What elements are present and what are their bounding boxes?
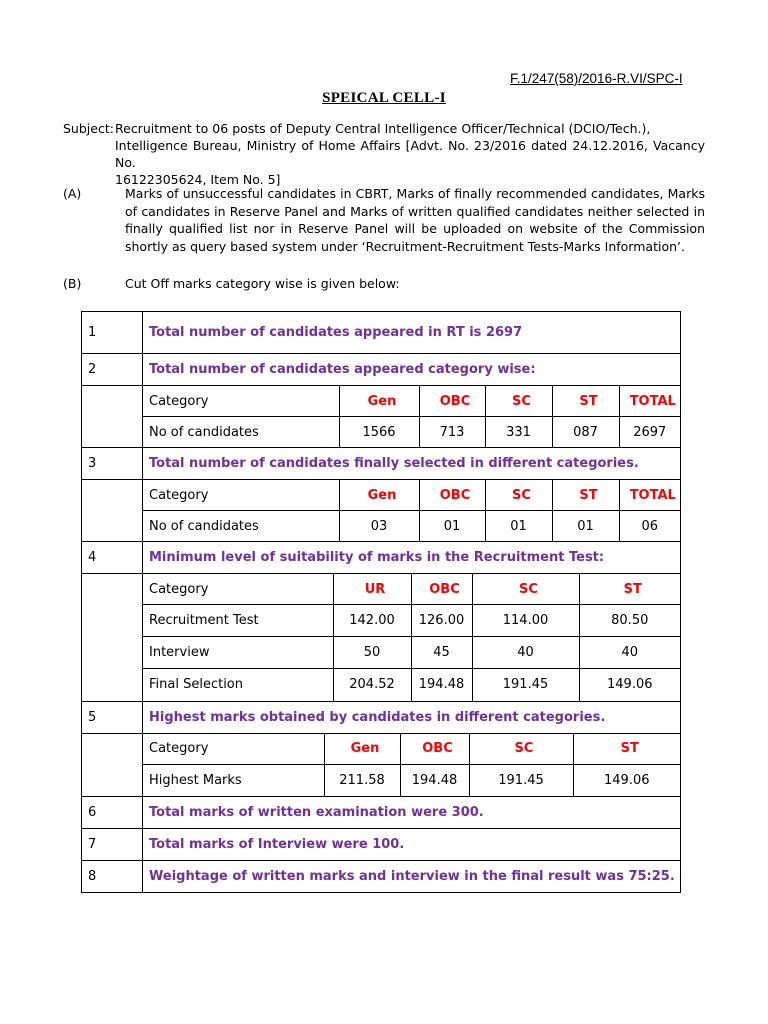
suitability-marks-table xyxy=(143,574,680,701)
table-row xyxy=(82,861,681,893)
para-a-label: (A) xyxy=(63,186,82,201)
table-row xyxy=(82,797,681,829)
table-cell: 087 xyxy=(552,417,619,448)
candidates-selected-table xyxy=(143,480,680,541)
table-cell: 211.58 xyxy=(324,764,400,796)
table-row xyxy=(82,701,681,733)
table-row xyxy=(82,829,681,861)
table-cell: 01 xyxy=(485,511,552,542)
table-cell: 01 xyxy=(419,511,485,542)
table-cell: 01 xyxy=(552,511,619,542)
table-cell: 03 xyxy=(339,511,419,542)
table-cell: 191.45 xyxy=(469,764,573,796)
row-label: No of candidates xyxy=(143,417,339,448)
category-header: TOTAL xyxy=(619,386,680,417)
category-header: OBC xyxy=(419,480,485,511)
table-cell: 1566 xyxy=(339,417,419,448)
category-header: SC xyxy=(485,386,552,417)
table-cell: 126.00 xyxy=(411,605,472,637)
category-header: SC xyxy=(469,734,573,765)
table-cell: 2697 xyxy=(619,417,680,448)
table-cell: 204.52 xyxy=(333,669,411,701)
row-number: 7 xyxy=(82,829,143,861)
row-number: 5 xyxy=(82,701,143,733)
category-label: Category xyxy=(143,386,339,417)
row-label: Interview xyxy=(143,637,333,669)
category-header: Gen xyxy=(339,386,419,417)
category-label: Category xyxy=(143,574,333,605)
category-header: ST xyxy=(552,386,619,417)
category-header: SC xyxy=(485,480,552,511)
highest-marks-table xyxy=(143,734,680,797)
para-b-text: Cut Off marks category wise is given below: xyxy=(125,276,400,291)
table-cell: 142.00 xyxy=(333,605,411,637)
subject-block xyxy=(63,120,705,188)
category-header: ST xyxy=(552,480,619,511)
table-row xyxy=(82,480,681,542)
row-label: Final Selection xyxy=(143,669,333,701)
table-row xyxy=(82,312,681,354)
file-reference-number: F.1/247(58)/2016-R.VI/SPC-I xyxy=(510,71,683,86)
row-heading: Highest marks obtained by candidates in different categories. xyxy=(143,701,681,733)
table-cell: 191.45 xyxy=(472,669,579,701)
table-cell: 331 xyxy=(485,417,552,448)
row-heading: Total marks of Interview were 100. xyxy=(143,829,681,861)
subject-label: Subject: xyxy=(63,121,114,136)
table-row xyxy=(82,574,681,702)
table-cell: 713 xyxy=(419,417,485,448)
row-heading: Minimum level of suitability of marks in the Recruitment Test: xyxy=(143,542,681,574)
table-row xyxy=(82,386,681,448)
category-header: ST xyxy=(579,574,680,605)
row-label: Recruitment Test xyxy=(143,605,333,637)
table-cell: 40 xyxy=(472,637,579,669)
row-number: 1 xyxy=(82,312,143,354)
row-heading: Total number of candidates appeared in RT is 2697 xyxy=(143,312,681,354)
table-cell: 80.50 xyxy=(579,605,680,637)
category-header: Gen xyxy=(339,480,419,511)
category-header: Gen xyxy=(324,734,400,765)
row-label: Highest Marks xyxy=(143,764,324,796)
row-heading: Total number of candidates finally selected in different categories. xyxy=(143,448,681,480)
table-cell: 149.06 xyxy=(573,764,680,796)
category-header: OBC xyxy=(411,574,472,605)
category-header: OBC xyxy=(419,386,485,417)
table-cell: 40 xyxy=(579,637,680,669)
row-heading: Total marks of written examination were 300. xyxy=(143,797,681,829)
table-cell: 149.06 xyxy=(579,669,680,701)
row-number: 3 xyxy=(82,448,143,480)
table-row xyxy=(82,354,681,386)
row-number: 8 xyxy=(82,861,143,893)
cutoff-marks-table xyxy=(81,311,681,893)
subject-line-2: Intelligence Bureau, Ministry of Home Affairs [Advt. No. 23/2016 dated 24.12.2016, Vacancy No. xyxy=(115,138,705,170)
category-header: SC xyxy=(472,574,579,605)
category-label: Category xyxy=(143,480,339,511)
category-header: UR xyxy=(333,574,411,605)
subject-line-1: Recruitment to 06 posts of Deputy Central Intelligence Officer/Technical (DCIO/Tech.), xyxy=(115,121,651,136)
table-row xyxy=(82,733,681,797)
row-number: 4 xyxy=(82,542,143,574)
row-number: 2 xyxy=(82,354,143,386)
category-header: ST xyxy=(573,734,680,765)
table-cell: 194.48 xyxy=(411,669,472,701)
row-heading: Total number of candidates appeared category wise: xyxy=(143,354,681,386)
para-b-label: (B) xyxy=(63,276,82,291)
table-cell: 45 xyxy=(411,637,472,669)
para-a-text: Marks of unsuccessful candidates in CBRT, Marks of finally recommended candidates, Marks of candidates in Reserve Panel and Marks of written qualified candidates neither selected in finally qualified list nor in Reserve Panel will be uploaded on website of the Commission shortly as query based system under ‘Recruitment-Recruitment Tests-Marks Information’. xyxy=(125,186,705,254)
table-cell: 114.00 xyxy=(472,605,579,637)
table-row xyxy=(82,448,681,480)
row-number: 6 xyxy=(82,797,143,829)
category-header: OBC xyxy=(400,734,469,765)
table-cell: 194.48 xyxy=(400,764,469,796)
row-label: No of candidates xyxy=(143,511,339,542)
table-row xyxy=(82,542,681,574)
table-cell: 50 xyxy=(333,637,411,669)
table-cell: 06 xyxy=(619,511,680,542)
page-title: SPEICAL CELL-I xyxy=(322,90,446,106)
subject-line-3: 16122305624, Item No. 5] xyxy=(115,172,281,187)
row-heading: Weightage of written marks and interview in the final result was 75:25. xyxy=(143,861,681,893)
category-header: TOTAL xyxy=(619,480,680,511)
candidates-appeared-table xyxy=(143,386,680,447)
category-label: Category xyxy=(143,734,324,765)
